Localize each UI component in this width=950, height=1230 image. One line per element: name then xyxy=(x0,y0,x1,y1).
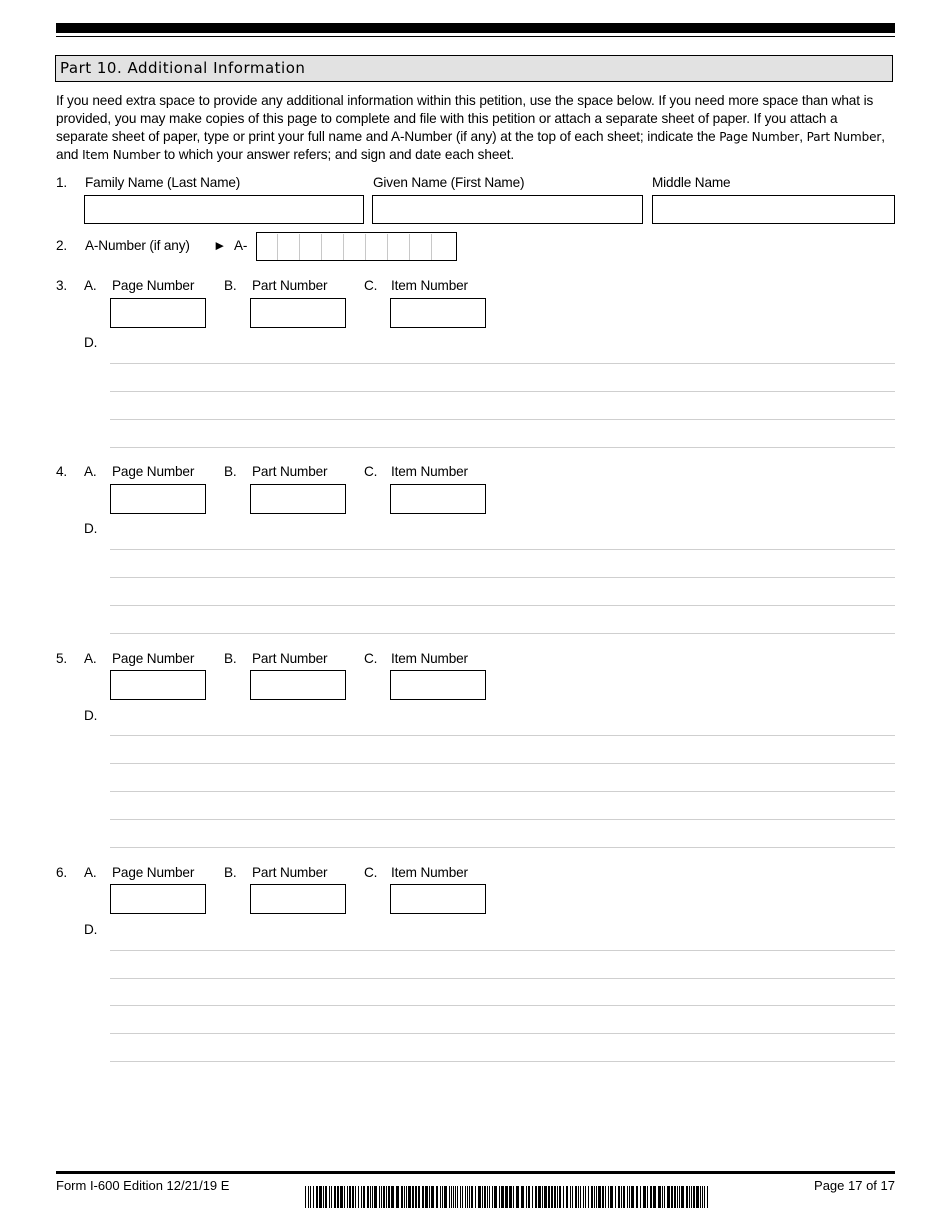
barcode-bar xyxy=(467,1186,468,1208)
barcode-bar xyxy=(308,1186,309,1208)
barcode-bar xyxy=(557,1186,558,1208)
barcode-bar xyxy=(636,1186,638,1208)
intro-page-number-term: Page Number xyxy=(719,130,800,144)
sub-a-letter: A. xyxy=(84,865,97,880)
answer-line[interactable] xyxy=(110,419,895,420)
barcode-bar xyxy=(548,1186,550,1208)
barcode-bar xyxy=(521,1186,524,1208)
barcode-bar xyxy=(440,1186,441,1208)
barcode-bar xyxy=(340,1186,343,1208)
answer-line[interactable] xyxy=(110,791,895,792)
barcode-bar xyxy=(588,1186,589,1208)
barcode-bar xyxy=(347,1186,348,1208)
barcode-bar xyxy=(674,1186,676,1208)
sub-c-letter: C. xyxy=(364,865,378,880)
item-number-input[interactable] xyxy=(390,670,486,700)
intro-sep-2: , and xyxy=(56,129,885,162)
barcode-bar xyxy=(686,1186,688,1208)
barcode-bar xyxy=(509,1186,512,1208)
barcode-bar xyxy=(700,1186,701,1208)
barcode-bar xyxy=(627,1186,628,1208)
barcode-bar xyxy=(352,1186,354,1208)
barcode-bar xyxy=(535,1186,537,1208)
sub-a-letter: A. xyxy=(84,464,97,479)
barcode-bar xyxy=(501,1186,504,1208)
family-name-label: Family Name (Last Name) xyxy=(85,175,241,190)
barcode-bar xyxy=(505,1186,508,1208)
item-number: 6. xyxy=(56,865,68,880)
barcode-bar xyxy=(679,1186,680,1208)
barcode-bar xyxy=(572,1186,573,1208)
barcode-bar xyxy=(442,1186,443,1208)
sub-c-letter: C. xyxy=(364,464,378,479)
barcode-bar xyxy=(677,1186,678,1208)
top-thick-rule xyxy=(56,23,895,33)
answer-line[interactable] xyxy=(110,633,895,634)
barcode-bar xyxy=(696,1186,699,1208)
barcode-bar xyxy=(460,1186,461,1208)
barcode-bar xyxy=(337,1186,339,1208)
barcode-bar xyxy=(484,1186,486,1208)
a-number-cell-divider xyxy=(365,234,366,260)
sub-b-letter: B. xyxy=(224,651,237,666)
barcode-bar xyxy=(664,1186,665,1208)
item-number-label: Item Number xyxy=(391,651,468,666)
barcode-bar xyxy=(615,1186,616,1208)
footer-rule xyxy=(56,1171,895,1174)
a-number-cell-divider xyxy=(409,234,410,260)
answer-line[interactable] xyxy=(110,577,895,578)
barcode-bar xyxy=(596,1186,597,1208)
barcode-bar xyxy=(631,1186,634,1208)
barcode-bar xyxy=(379,1186,380,1208)
part-number-input[interactable] xyxy=(250,298,346,328)
sub-b-letter: B. xyxy=(224,865,237,880)
part-number-label: Part Number xyxy=(252,278,328,293)
a-number-cell-divider xyxy=(431,234,432,260)
barcode-bar xyxy=(487,1186,488,1208)
barcode-bar xyxy=(629,1186,630,1208)
page-number-input[interactable] xyxy=(110,484,206,514)
barcode-bar xyxy=(671,1186,673,1208)
item-4-section xyxy=(0,464,950,644)
item-number: 3. xyxy=(56,278,68,293)
answer-line[interactable] xyxy=(110,978,895,979)
barcode-bar xyxy=(334,1186,336,1208)
a-number-cell-divider xyxy=(299,234,300,260)
barcode-bar xyxy=(325,1186,327,1208)
barcode-bar xyxy=(602,1186,604,1208)
barcode-bar xyxy=(465,1186,466,1208)
barcode-bar xyxy=(404,1186,405,1208)
barcode-bar xyxy=(406,1186,407,1208)
given-name-input[interactable] xyxy=(372,195,643,224)
a-number-cell-divider xyxy=(277,234,278,260)
item-number-input[interactable] xyxy=(390,298,486,328)
answer-line[interactable] xyxy=(110,363,895,364)
barcode-bar xyxy=(449,1186,450,1208)
barcode-bar xyxy=(349,1186,351,1208)
barcode-bar xyxy=(563,1186,564,1208)
intro-paragraph xyxy=(56,92,891,164)
barcode-bar xyxy=(478,1186,481,1208)
barcode-bar xyxy=(544,1186,547,1208)
page-number-label: Page Number xyxy=(112,278,195,293)
barcode-bar xyxy=(451,1186,452,1208)
item-number-input[interactable] xyxy=(390,484,486,514)
intro-sep-1: , xyxy=(799,129,807,144)
barcode-bar xyxy=(591,1186,593,1208)
sub-d-letter: D. xyxy=(84,922,98,937)
barcode-bar xyxy=(455,1186,456,1208)
page-number-label: Page Number xyxy=(112,865,195,880)
sub-d-letter: D. xyxy=(84,521,98,536)
barcode-bar xyxy=(475,1186,476,1208)
part-number-input[interactable] xyxy=(250,670,346,700)
page-number: Page 17 of 17 xyxy=(814,1178,895,1193)
barcode-bar xyxy=(396,1186,399,1208)
answer-line[interactable] xyxy=(110,1005,895,1006)
barcode-bar xyxy=(559,1186,561,1208)
sub-b-letter: B. xyxy=(224,464,237,479)
sub-a-letter: A. xyxy=(84,651,97,666)
barcode-bar xyxy=(621,1186,622,1208)
barcode-bar xyxy=(691,1186,692,1208)
barcode-bar xyxy=(344,1186,345,1208)
item-6-section xyxy=(0,865,950,1065)
barcode-bar xyxy=(623,1186,625,1208)
part-number-label: Part Number xyxy=(252,464,328,479)
sub-d-letter: D. xyxy=(84,708,98,723)
barcode-bar xyxy=(492,1186,493,1208)
barcode-bar xyxy=(471,1186,473,1208)
barcode-bar xyxy=(578,1186,579,1208)
a-number-input[interactable] xyxy=(256,232,457,261)
page-number-label: Page Number xyxy=(112,464,195,479)
barcode-bar xyxy=(422,1186,424,1208)
answer-line[interactable] xyxy=(110,447,895,448)
answer-line[interactable] xyxy=(110,735,895,736)
barcode-bar xyxy=(462,1186,463,1208)
answer-line[interactable] xyxy=(110,391,895,392)
part-number-label: Part Number xyxy=(252,865,328,880)
intro-text-2: to which your answer refers; and sign and date each sheet. xyxy=(160,147,515,162)
barcode-bar xyxy=(355,1186,356,1208)
barcode-bar xyxy=(367,1186,369,1208)
answer-line[interactable] xyxy=(110,950,895,951)
barcode-bar xyxy=(431,1186,434,1208)
barcode-bar xyxy=(566,1186,568,1208)
page-number-input[interactable] xyxy=(110,670,206,700)
barcode-bar xyxy=(681,1186,684,1208)
item-2-number: 2. xyxy=(56,238,68,253)
item-number-label: Item Number xyxy=(391,278,468,293)
sub-a-letter: A. xyxy=(84,278,97,293)
barcode-bar xyxy=(391,1186,394,1208)
answer-line[interactable] xyxy=(110,1061,895,1062)
barcode-bar xyxy=(361,1186,362,1208)
a-number-label: A-Number (if any) xyxy=(85,238,190,253)
barcode-bar xyxy=(662,1186,663,1208)
answer-line[interactable] xyxy=(110,605,895,606)
part-number-label: Part Number xyxy=(252,651,328,666)
barcode-bar xyxy=(594,1186,595,1208)
given-name-label: Given Name (First Name) xyxy=(373,175,525,190)
barcode-bar xyxy=(689,1186,690,1208)
answer-line[interactable] xyxy=(110,1033,895,1034)
barcode-bar xyxy=(570,1186,571,1208)
barcode-bar xyxy=(331,1186,332,1208)
part-title: Part 10. Additional Information xyxy=(60,59,306,77)
barcode-bar xyxy=(585,1186,586,1208)
answer-line[interactable] xyxy=(110,549,895,550)
barcode xyxy=(305,1186,713,1208)
barcode-bar xyxy=(702,1186,703,1208)
a-number-cell-divider xyxy=(387,234,388,260)
middle-name-label: Middle Name xyxy=(652,175,731,190)
barcode-bar xyxy=(693,1186,695,1208)
barcode-bar xyxy=(532,1186,533,1208)
item-number-input[interactable] xyxy=(390,884,486,914)
answer-line[interactable] xyxy=(110,847,895,848)
barcode-bar xyxy=(401,1186,403,1208)
item-number: 4. xyxy=(56,464,68,479)
item-1-number: 1. xyxy=(56,175,68,190)
barcode-bar xyxy=(598,1186,601,1208)
barcode-bar xyxy=(319,1186,322,1208)
barcode-bar xyxy=(453,1186,454,1208)
barcode-bar xyxy=(647,1186,648,1208)
barcode-bar xyxy=(408,1186,411,1208)
barcode-bar xyxy=(650,1186,652,1208)
item-number: 5. xyxy=(56,651,68,666)
sub-d-letter: D. xyxy=(84,335,98,350)
barcode-bar xyxy=(381,1186,382,1208)
barcode-bar xyxy=(429,1186,430,1208)
middle-name-input[interactable] xyxy=(652,195,895,224)
page-number-input[interactable] xyxy=(110,884,206,914)
barcode-bar xyxy=(313,1186,314,1208)
barcode-bar xyxy=(412,1186,414,1208)
barcode-bar xyxy=(707,1186,708,1208)
intro-text-1: If you need extra space to provide any additional information within this petition, use the space below. If you need more space than what is provided, you may make copies of this page to complete and file with this petition or attach a separate sheet of paper. If you attach a separate sheet of paper, type or print your full name and A-Number (if any) at the top of each sheet; indicate the xyxy=(56,93,874,144)
barcode-bar xyxy=(323,1186,324,1208)
barcode-bar xyxy=(513,1186,514,1208)
arrow-icon: ► xyxy=(213,238,227,253)
sub-b-letter: B. xyxy=(224,278,237,293)
barcode-bar xyxy=(658,1186,661,1208)
barcode-bar xyxy=(457,1186,458,1208)
barcode-bar xyxy=(643,1186,646,1208)
barcode-bar xyxy=(528,1186,530,1208)
barcode-bar xyxy=(704,1186,705,1208)
barcode-bar xyxy=(482,1186,483,1208)
intro-item-number-term: Item Number xyxy=(82,148,161,162)
barcode-bar xyxy=(551,1186,553,1208)
barcode-bar xyxy=(370,1186,371,1208)
top-thin-rule xyxy=(56,36,895,37)
barcode-bar xyxy=(329,1186,330,1208)
answer-line[interactable] xyxy=(110,819,895,820)
page-number-label: Page Number xyxy=(112,651,195,666)
barcode-bar xyxy=(610,1186,613,1208)
barcode-bar xyxy=(469,1186,470,1208)
item-number-label: Item Number xyxy=(391,464,468,479)
barcode-bar xyxy=(305,1186,306,1208)
barcode-bar xyxy=(640,1186,641,1208)
barcode-bar xyxy=(436,1186,438,1208)
item-3-section xyxy=(0,278,950,458)
barcode-bar xyxy=(516,1186,519,1208)
barcode-bar xyxy=(605,1186,606,1208)
sub-c-letter: C. xyxy=(364,278,378,293)
barcode-bar xyxy=(499,1186,500,1208)
form-edition: Form I-600 Edition 12/21/19 E xyxy=(56,1178,230,1193)
item-5-section xyxy=(0,651,950,851)
barcode-bar xyxy=(310,1186,311,1208)
barcode-bar xyxy=(418,1186,420,1208)
barcode-bar xyxy=(538,1186,541,1208)
barcode-bar xyxy=(494,1186,497,1208)
family-name-input[interactable] xyxy=(84,195,364,224)
barcode-bar xyxy=(383,1186,385,1208)
a-number-cell-divider xyxy=(321,234,322,260)
barcode-bar xyxy=(489,1186,490,1208)
barcode-bar xyxy=(386,1186,387,1208)
barcode-bar xyxy=(583,1186,584,1208)
barcode-bar xyxy=(374,1186,377,1208)
barcode-bar xyxy=(526,1186,527,1208)
a-number-cell-divider xyxy=(343,234,344,260)
barcode-bar xyxy=(554,1186,556,1208)
barcode-bar xyxy=(575,1186,577,1208)
barcode-bar xyxy=(425,1186,428,1208)
intro-part-number-term: Part Number xyxy=(806,130,882,144)
answer-line[interactable] xyxy=(110,763,895,764)
page-number-input[interactable] xyxy=(110,298,206,328)
part-number-input[interactable] xyxy=(250,884,346,914)
barcode-bar xyxy=(608,1186,609,1208)
barcode-bar xyxy=(415,1186,417,1208)
barcode-bar xyxy=(363,1186,365,1208)
item-number-label: Item Number xyxy=(391,865,468,880)
barcode-bar xyxy=(618,1186,620,1208)
sub-c-letter: C. xyxy=(364,651,378,666)
barcode-bar xyxy=(316,1186,318,1208)
barcode-bar xyxy=(444,1186,447,1208)
barcode-bar xyxy=(580,1186,581,1208)
barcode-bar xyxy=(667,1186,670,1208)
barcode-bar xyxy=(388,1186,390,1208)
barcode-bar xyxy=(358,1186,359,1208)
part-number-input[interactable] xyxy=(250,484,346,514)
a-number-prefix: A- xyxy=(234,238,248,253)
barcode-bar xyxy=(372,1186,373,1208)
barcode-bar xyxy=(542,1186,543,1208)
barcode-bar xyxy=(653,1186,656,1208)
